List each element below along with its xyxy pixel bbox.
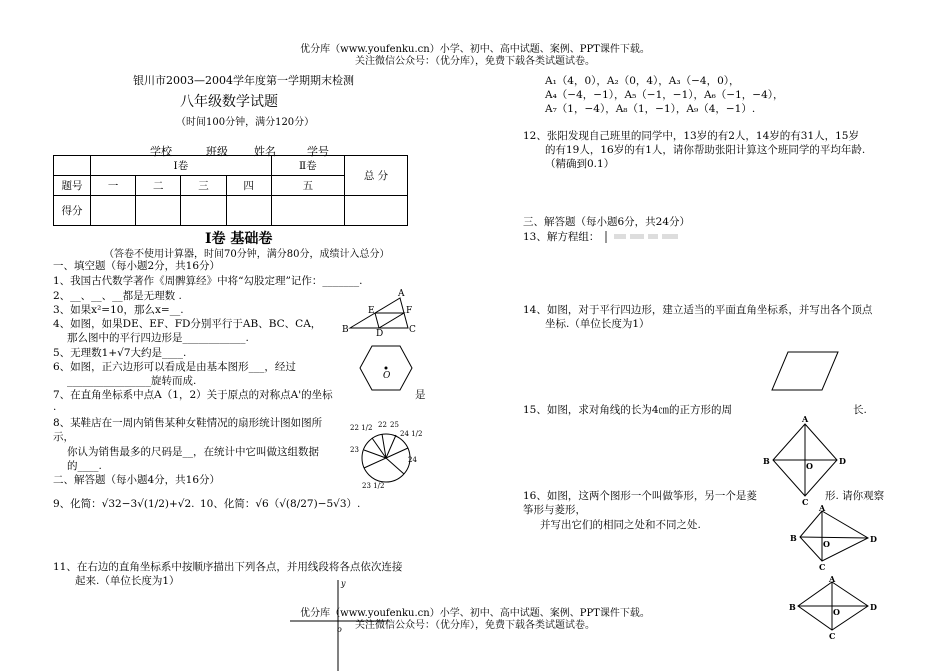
exam-name: 银川市2003—2004学年度第一学期期末检测 bbox=[133, 74, 354, 87]
pie-figure bbox=[348, 416, 423, 492]
kite-label-b: B bbox=[790, 533, 797, 543]
tri-label-a: A bbox=[398, 289, 405, 299]
hex-center-label: O bbox=[383, 371, 391, 381]
pie-label-5: 23 bbox=[350, 446, 359, 454]
q8b: 示， bbox=[53, 431, 74, 443]
square-label-a: A bbox=[802, 414, 809, 424]
tri-label-c: C bbox=[409, 325, 416, 335]
field-class: 班级 bbox=[206, 145, 228, 158]
fill-heading: 一、填空题（每小题2分，共16分） bbox=[53, 260, 221, 272]
q12b: 的有19人，16岁的有1人，请你帮助张阳计算这个班同学的平均年龄. bbox=[545, 144, 866, 156]
table-col-3: 三 bbox=[181, 176, 226, 196]
q16b: 形. 请你观察 bbox=[825, 490, 885, 502]
pie-label-4: 24 1/2 bbox=[400, 430, 423, 438]
q8c: 你认为销售最多的尺码是__，在统计中它叫做这组数据 bbox=[67, 446, 319, 458]
q7c: . bbox=[53, 401, 57, 413]
table-total: 总 分 bbox=[345, 156, 408, 196]
kite-label-o: O bbox=[823, 539, 830, 549]
field-school: 学校 bbox=[150, 145, 172, 158]
section1-title: Ⅰ卷 基础卷 bbox=[205, 231, 273, 247]
kite-label-d: D bbox=[870, 534, 877, 544]
ans-heading: 二、解答题（每小题4分，共16分） bbox=[53, 474, 221, 486]
axis-origin-label: o bbox=[337, 625, 342, 634]
rhombus-label-c: C bbox=[829, 631, 836, 641]
pie-label-3: 25 bbox=[390, 421, 399, 429]
tri-label-f: F bbox=[406, 306, 413, 316]
rhombus-label-a: A bbox=[829, 574, 836, 584]
q16a: 16、如图，这两个图形一个叫做筝形，另一个是菱 bbox=[523, 490, 757, 502]
q5: 5、无理数1+√7大约是____. bbox=[53, 347, 187, 359]
table-row-label-score: 得分 bbox=[54, 196, 91, 226]
square-label-b: B bbox=[763, 456, 770, 466]
q7a: 7、在直角坐标系中点A（1，2）关于原点的对称点A'的坐标 bbox=[53, 389, 333, 401]
rhombus-figure bbox=[786, 576, 886, 640]
q15b: 长. bbox=[853, 404, 867, 416]
points-line2: A₄（−4，−1），A₅（−1，−1），A₆（−1，−4）， bbox=[545, 89, 784, 101]
table-col-2: 二 bbox=[136, 176, 181, 196]
tri-label-d: D bbox=[376, 329, 384, 339]
points-line3: A₇（1，−4），A₈（1，−1），A₉（4，−1）. bbox=[545, 103, 756, 115]
table-col-5: 五 bbox=[271, 176, 344, 196]
q4b: 那么图中的平行四边形是____________. bbox=[67, 332, 249, 344]
kite-label-c: C bbox=[819, 562, 826, 572]
rhombus-label-b: B bbox=[789, 602, 796, 612]
table-col-1: 一 bbox=[91, 176, 136, 196]
q4a: 4、如图，如果DE、EF、FD分别平行于AB、BC、CA， bbox=[53, 318, 322, 330]
q6b: ________________旋转而成. bbox=[67, 375, 197, 387]
q6a: 6、如图，正六边形可以看成是由基本图形___，经过 bbox=[53, 361, 296, 373]
points-line1: A₁（4，0），A₂（0，4），A₃（−4，0）， bbox=[545, 75, 740, 87]
field-id: 学号 bbox=[307, 145, 329, 158]
watermark-bottom-line1: 优分库（www.youfenku.cn）小学、初中、高中试题、案例、PPT课件下载。 bbox=[300, 608, 650, 619]
q15a: 15、如图，求对角线的长为4㎝的正方形的周 bbox=[523, 404, 733, 416]
table-row-label-num: 题号 bbox=[54, 176, 91, 196]
table-part2: Ⅱ卷 bbox=[271, 156, 344, 176]
axis-y-label: y bbox=[341, 579, 346, 588]
kite-figure bbox=[786, 505, 886, 571]
square-label-c: C bbox=[802, 497, 809, 507]
q12c: （精确到0.1） bbox=[545, 158, 615, 170]
q3: 3、如果x²=10，那么x=__. bbox=[53, 304, 184, 316]
q12a: 12、张阳发现自己班里的同学中，13岁的有2人，14岁的有31人，15岁 bbox=[523, 130, 859, 142]
pie-label-2: 22 bbox=[378, 421, 387, 429]
square-label-d: D bbox=[839, 456, 846, 466]
hexagon-figure bbox=[358, 343, 414, 393]
q14a: 14、如图，对于平行四边形，建立适当的平面直角坐标系，并写出各个顶点 bbox=[523, 304, 873, 316]
q13: 13、解方程组： bbox=[523, 231, 600, 243]
section1-note: （答卷不使用计算器，时间70分钟，满分80分，成绩计入总分） bbox=[104, 249, 390, 260]
q1: 1、我国古代数学著作《周髀算经》中将“勾股定理”记作：_______. bbox=[53, 275, 363, 287]
square-label-o: O bbox=[806, 461, 813, 471]
q14b: 坐标.（单位长度为1） bbox=[545, 318, 650, 330]
watermark-bottom-line2: 关注微信公众号：（优分库），免费下载各类试题试卷。 bbox=[355, 620, 595, 631]
time-note: （时间100分钟，满分120分） bbox=[176, 117, 315, 128]
q9: 9、化简：√32−3√(1/2)+√2. bbox=[53, 498, 195, 510]
field-name: 姓名 bbox=[254, 145, 276, 158]
parallelogram-figure bbox=[770, 350, 840, 392]
q16c: 筝形与菱形， bbox=[523, 504, 586, 516]
watermark-line1: 优分库（www.youfenku.cn）小学、初中、高中试题、案例、PPT课件下载。 bbox=[300, 44, 650, 55]
q7b: 是 bbox=[415, 389, 426, 401]
tri-label-e: E bbox=[368, 306, 375, 316]
page-title: 八年级数学试题 bbox=[180, 94, 278, 110]
equation-system-image bbox=[604, 230, 684, 244]
rhombus-label-d: D bbox=[870, 602, 877, 612]
q16d: 并写出它们的相同之处和不同之处. bbox=[540, 519, 701, 531]
q10: 10、化简：√6（√(8/27)−5√3）. bbox=[200, 498, 361, 510]
pie-label-7: 23 1/2 bbox=[362, 482, 385, 490]
pie-label-1: 22 1/2 bbox=[350, 424, 373, 432]
kite-label-a: A bbox=[819, 503, 826, 513]
q8a: 8、某鞋店在一周内销售某种女鞋情况的扇形统计图如图所 bbox=[53, 417, 323, 429]
q11a: 11、在右边的直角坐标系中按顺序描出下列各点，并用线段将各点依次连接 bbox=[53, 561, 403, 573]
table-part1: Ⅰ卷 bbox=[91, 156, 272, 176]
rhombus-label-o: O bbox=[833, 607, 840, 617]
triangle-figure bbox=[340, 288, 420, 339]
sec3-heading: 三、解答题（每小题6分，共24分） bbox=[523, 216, 691, 228]
watermark-line2: 关注微信公众号：（优分库），免费下载各类试题试卷。 bbox=[355, 56, 595, 67]
table-col-4: 四 bbox=[226, 176, 271, 196]
pie-label-6: 24 bbox=[408, 456, 417, 464]
q11b: 起来.（单位长度为1） bbox=[75, 575, 180, 587]
tri-label-b: B bbox=[342, 325, 349, 335]
q8d: 的____. bbox=[67, 460, 102, 472]
q2: 2、__、__、__都是无理数 . bbox=[53, 290, 182, 302]
score-table bbox=[53, 155, 408, 226]
